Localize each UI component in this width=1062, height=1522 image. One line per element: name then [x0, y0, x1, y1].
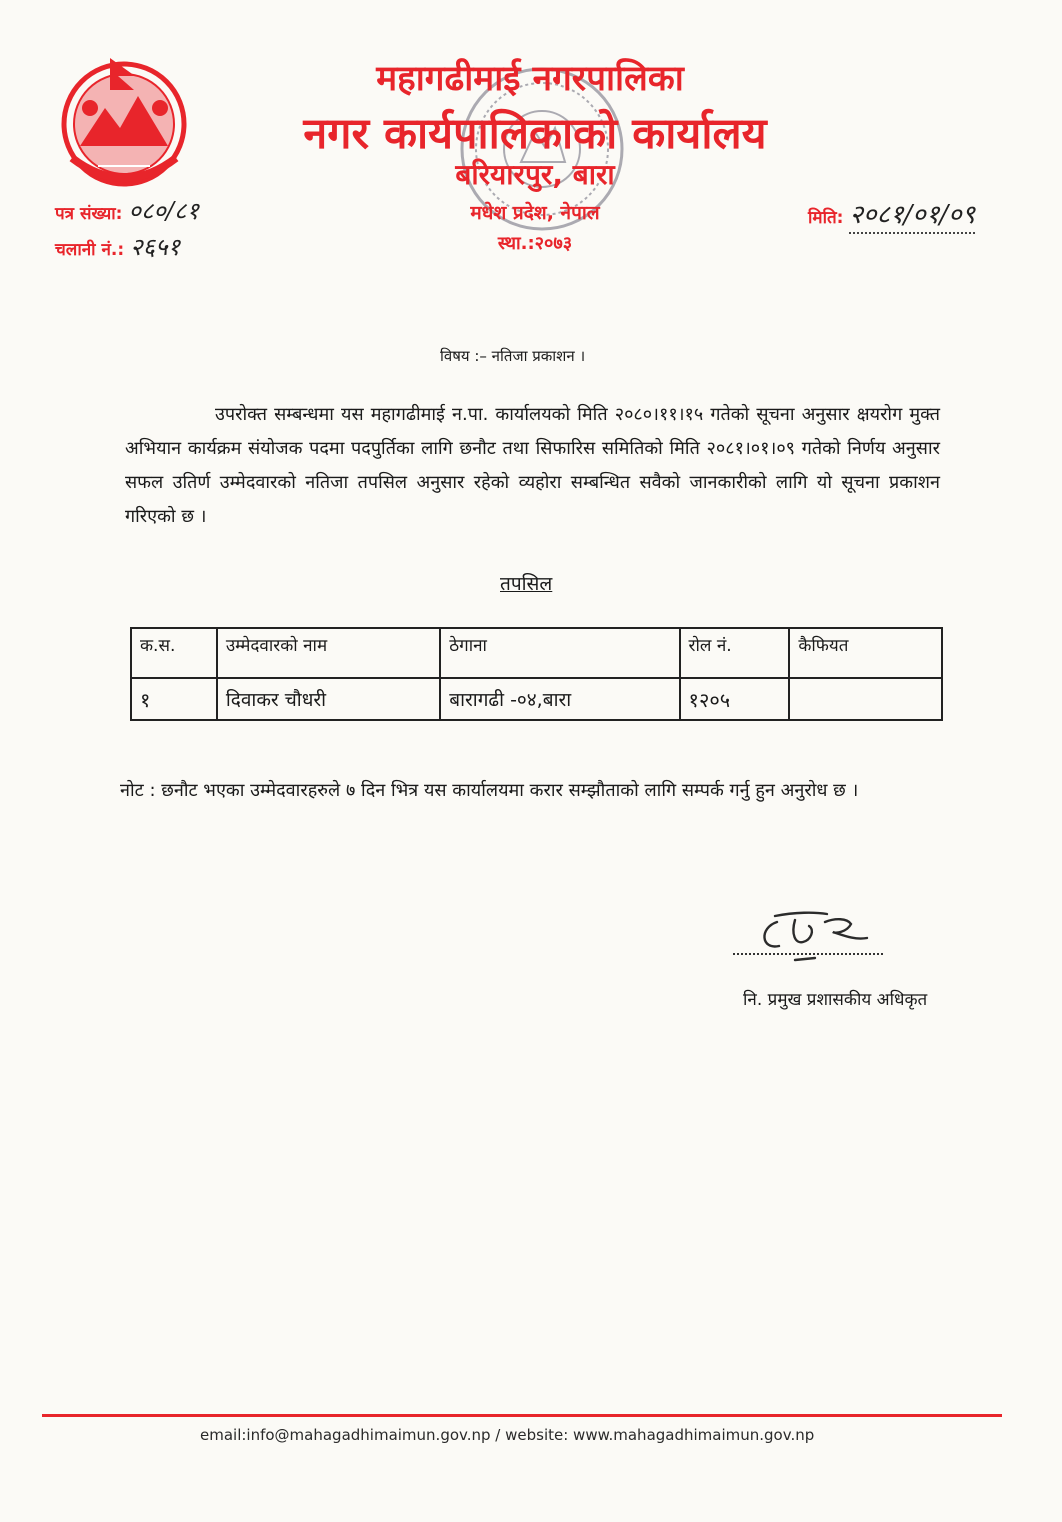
- header-roll-number: रोल नं.: [680, 628, 790, 678]
- header-candidate-name: उम्मेदवारको नाम: [217, 628, 440, 678]
- dispatch-number-label: चलानी नं.:: [55, 240, 125, 260]
- cell-address: बारागढी -०४,बारा: [440, 678, 679, 720]
- footer-contact: email:info@mahagadhimaimun.gov.np / website: www.mahagadhimaimun.gov.np: [200, 1426, 815, 1444]
- subject-line: विषय :– नतिजा प्रकाशन ।: [440, 347, 586, 365]
- cell-remarks: [789, 678, 942, 720]
- table-header-row: [131, 628, 942, 678]
- signatory-title: नि. प्रमुख प्रशासकीय अधिकृत: [743, 990, 928, 1010]
- table-row: [131, 678, 942, 720]
- dispatch-number-value: २६५१: [130, 233, 181, 261]
- office-name: नगर कार्यपालिकाको कार्यालय: [303, 109, 767, 159]
- header-address: ठेगाना: [440, 628, 679, 678]
- letter-date-label: मिति:: [808, 208, 844, 228]
- cell-candidate-name: दिवाकर चौधरी: [217, 678, 440, 720]
- body-paragraph: उपरोक्त सम्बन्धमा यस महागढीमाई न.पा. कार्यालयको मिति २०८०।११।१५ गतेको सूचना अनुसार क्षयरोग मुक्त अभियान कार्यक्रम संयोजक पदमा पदपुर्तिका लागि छनौट तथा सिफारिस समितिको मिति २०८१।०१।०९ गतेको निर्णय अनुसार सफल उतिर्ण उम्मेदवारको नतिजा तपसिल अनुसार रहेको व्यहोरा सम्बन्धित सवैको जानकारीको लागि यो सूचना प्रकाशन गरिएको छ ।: [125, 404, 940, 527]
- footer-divider: [42, 1414, 1002, 1417]
- office-location: बरियारपुर, बारा: [455, 158, 615, 191]
- cell-serial: १: [131, 678, 217, 720]
- municipality-name: महागढीमाई नगरपालिका: [376, 59, 684, 99]
- results-table: [130, 627, 943, 721]
- details-heading: तपसिल: [500, 573, 553, 595]
- letter-number-value: ०८०/८१: [128, 197, 199, 225]
- letter-date: [808, 195, 975, 231]
- note-paragraph: नोट : छनौट भएका उम्मेदवारहरुले ७ दिन भित्र यस कार्यालयमा करार सम्झौताको लागि सम्पर्क गर्नु हुन अनुरोध छ ।: [120, 780, 859, 801]
- province-country: मधेश प्रदेश, नेपाल: [470, 202, 600, 224]
- letter-number: [55, 194, 199, 227]
- letter-date-value: २०८१/०१/०९: [849, 200, 975, 234]
- nepal-emblem-icon: [50, 48, 198, 196]
- header-serial: क.स.: [131, 628, 217, 678]
- dispatch-number: [55, 230, 180, 263]
- established-year: स्था.:२०७३: [497, 233, 573, 254]
- header-remarks: कैफियत: [789, 628, 942, 678]
- signature-line: [733, 953, 883, 955]
- cell-roll-number: १२०५: [680, 678, 790, 720]
- letter-number-label: पत्र संख्या:: [55, 204, 123, 224]
